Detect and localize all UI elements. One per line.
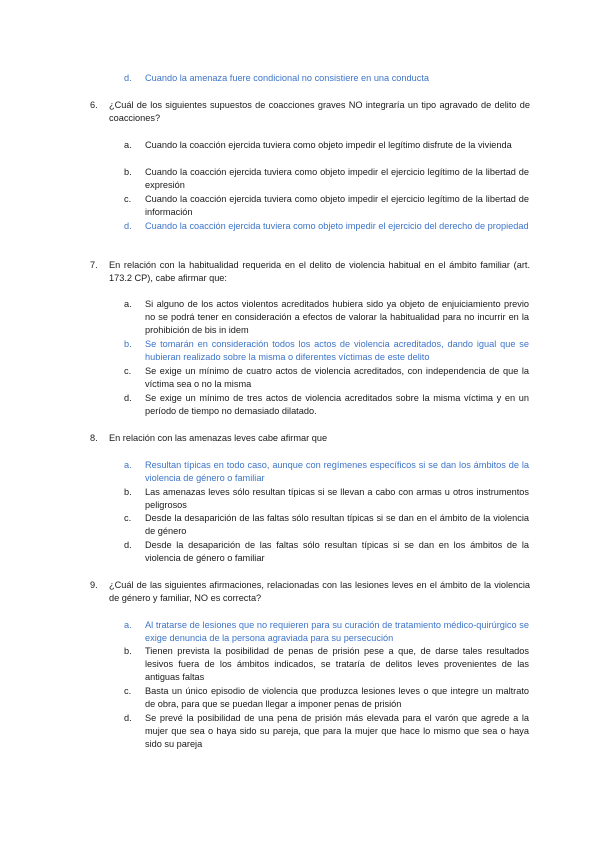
question-number: 8. [90, 433, 98, 443]
option-letter: b. [124, 339, 132, 349]
question-text: ¿Cuál de los siguientes supuestos de coacciones graves NO integraría un tipo agravado de delito de coacciones? [109, 100, 530, 123]
option-letter: c. [124, 194, 132, 204]
option-text: Cuando la coacción ejercida tuviera como objeto impedir el ejercicio del derecho de propiedad [145, 221, 529, 231]
q5-option-d [124, 72, 529, 85]
question-9 [90, 579, 530, 605]
q6-option-d [124, 220, 529, 233]
option-letter: d. [124, 73, 132, 83]
option-letter: a. [124, 460, 132, 470]
q7-option-d [124, 392, 529, 418]
q9-option-c [124, 685, 529, 711]
option-text: Se prevé la posibilidad de una pena de prisión más elevada para el varón que agrede a la mujer que sea o haya sido su pareja, que para la mujer que hace lo mismo que sea o haya sido su pareja [145, 713, 529, 749]
option-text: Tienen prevista la posibilidad de penas de prisión pese a que, de darse tales resultados lesivos fuera de los ámbitos indicados, se trataría de delitos leves provenientes de las antiguas faltas [145, 646, 529, 682]
option-text: Cuando la coacción ejercida tuviera como objeto impedir el ejercicio legítimo de la libertad de información [145, 194, 529, 217]
option-text: Desde la desaparición de las faltas sólo resultan típicas si se dan en el ámbito de la violencia de género [145, 513, 529, 536]
q6-option-a [124, 139, 529, 152]
q7-option-a [124, 298, 529, 337]
q9-option-b [124, 645, 529, 684]
q8-option-c [124, 512, 529, 538]
option-letter: b. [124, 646, 132, 656]
option-letter: d. [124, 393, 132, 403]
option-text: Cuando la amenaza fuere condicional no consistiere en una conducta [145, 73, 429, 83]
question-6 [90, 99, 530, 125]
question-7 [90, 259, 530, 285]
question-text: En relación con la habitualidad requerida en el delito de violencia habitual en el ámbito familiar (art. 173.2 CP), cabe afirmar que: [109, 260, 530, 283]
option-text: Cuando la coacción ejercida tuviera como objeto impedir el ejercicio legítimo de la libertad de expresión [145, 167, 529, 190]
q9-option-d [124, 712, 529, 751]
question-number: 6. [90, 100, 98, 110]
option-letter: a. [124, 299, 132, 309]
option-text: Si alguno de los actos violentos acreditados hubiera sido ya objeto de enjuiciamiento previo no se podrá tener en consideración a efectos de valorar la habitualidad para no incurrir en la prohibición de bis in idem [145, 299, 529, 335]
option-letter: c. [124, 366, 132, 376]
option-text: Cuando la coacción ejercida tuviera como objeto impedir el legítimo disfrute de la vivienda [145, 140, 512, 150]
option-text: Desde la desaparición de las faltas sólo resultan típicas si se dan en los ámbitos de la violencia de género o familiar [145, 540, 529, 563]
question-number: 7. [90, 260, 98, 270]
option-text: Basta un único episodio de violencia que produzca lesiones leves o que integre un maltrato de obra, para que se puedan llegar a imponer penas de prisión [145, 686, 529, 709]
q9-option-a [124, 619, 529, 645]
option-text: Al tratarse de lesiones que no requieren para su curación de tratamiento médico-quirúrgico se exige denuncia de la persona agraviada para su persecución [145, 620, 529, 643]
q6-option-c [124, 193, 529, 219]
option-letter: d. [124, 540, 132, 550]
option-letter: d. [124, 713, 132, 723]
option-letter: a. [124, 140, 132, 150]
option-letter: b. [124, 487, 132, 497]
question-8 [90, 432, 530, 445]
q6-option-b [124, 166, 529, 192]
option-text: Se exige un mínimo de tres actos de violencia acreditados sobre la misma víctima y en un período de tiempo no demasiado dilatado. [145, 393, 529, 416]
option-letter: a. [124, 620, 132, 630]
option-letter: c. [124, 686, 132, 696]
option-text: Las amenazas leves sólo resultan típicas si se llevan a cabo con armas u otros instrumentos peligrosos [145, 487, 529, 510]
option-letter: d. [124, 221, 132, 231]
option-text: Se tomarán en consideración todos los actos de violencia acreditados, dando igual que se hubieran realizado sobre la misma o diferentes víctimas de este delito [145, 339, 529, 362]
option-letter: c. [124, 513, 132, 523]
question-text: En relación con las amenazas leves cabe afirmar que [109, 433, 328, 443]
q8-option-d [124, 539, 529, 565]
option-text: Resultan típicas en todo caso, aunque con regímenes específicos si se dan los ámbitos de la violencia de género o familiar [145, 460, 529, 483]
question-number: 9. [90, 580, 98, 590]
q8-option-a [124, 459, 529, 485]
option-text: Se exige un mínimo de cuatro actos de violencia acreditados, con independencia de que la víctima sea o no la misma [145, 366, 529, 389]
option-letter: b. [124, 167, 132, 177]
question-text: ¿Cuál de las siguientes afirmaciones, relacionadas con las lesiones leves en el ámbito de la violencia de género y familiar, NO es correcta? [109, 580, 530, 603]
q7-option-b [124, 338, 529, 364]
q7-option-c [124, 365, 529, 391]
q8-option-b [124, 486, 529, 512]
